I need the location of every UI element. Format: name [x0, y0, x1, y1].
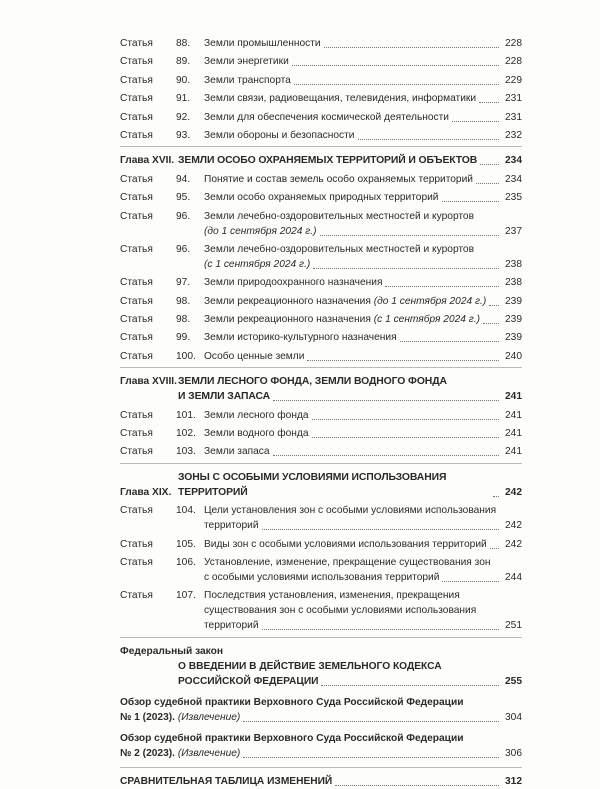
article-title: Земли энергетики [204, 56, 289, 68]
article-entry[interactable] [120, 330, 522, 345]
article-number: 100. [176, 350, 196, 362]
page-number: 240 [505, 350, 522, 362]
article-title: Земли для обеспечения космической деятельности [204, 111, 450, 123]
article-title: Земли рекреационного назначения [204, 314, 371, 326]
article-label: Статья [120, 505, 153, 517]
article-number: 105. [176, 538, 196, 550]
article-entry[interactable] [120, 54, 522, 69]
article-title-line2: (до 1 сентября 2024 г.) [204, 225, 317, 237]
article-group-88-93 [120, 36, 522, 143]
page-number: 242 [505, 520, 522, 532]
page-number: 306 [505, 747, 522, 759]
leader-dots [243, 721, 499, 722]
article-entry[interactable] [120, 73, 522, 88]
article-105-entry[interactable] [120, 537, 522, 552]
page-number: 241 [505, 446, 522, 458]
article-number: 94. [176, 173, 191, 185]
leader-dots [335, 785, 499, 786]
page-number: 244 [505, 571, 522, 583]
article-entry[interactable] [120, 408, 522, 423]
chapter-label: Глава XVII. [120, 155, 175, 167]
leader-dots [312, 437, 499, 438]
leader-dots [490, 548, 499, 549]
article-number: 107. [176, 590, 196, 602]
chapter-18-entry[interactable] [120, 374, 522, 404]
article-entry[interactable] [120, 128, 522, 143]
article-96a-entry[interactable] [120, 209, 522, 239]
leader-dots [313, 268, 499, 269]
article-number: 98. [176, 314, 191, 326]
article-title: Земли природоохранного назначения [204, 277, 383, 289]
leader-dots [358, 139, 500, 140]
article-group-97-100 [120, 275, 522, 364]
article-label: Статья [120, 446, 153, 458]
article-label: Статья [120, 129, 153, 141]
article-entry[interactable] [120, 275, 522, 290]
leader-dots [480, 164, 499, 165]
leader-dots [273, 455, 499, 456]
article-title-line1: Земли лечебно-оздоровительных местностей и курортов [204, 243, 475, 255]
article-number: 95. [176, 192, 191, 204]
page-number: 229 [505, 74, 522, 86]
article-title-line1: Установление, изменение, прекращение существования зон [204, 556, 491, 568]
article-96b-entry[interactable] [120, 242, 522, 272]
page-number: 234 [505, 173, 522, 185]
page-number: 238 [505, 258, 522, 270]
article-title: Земли запаса [204, 446, 270, 458]
leader-dots [483, 323, 499, 324]
article-number: 106. [176, 556, 196, 568]
chapter-19-entry[interactable] [120, 470, 522, 500]
article-label: Статья [120, 243, 153, 255]
review-note: (Извлечение) [177, 747, 241, 759]
leader-dots [476, 183, 499, 184]
article-title-line1: Земли лечебно-оздоровительных местностей и курортов [204, 210, 475, 222]
article-label: Статья [120, 173, 153, 185]
leader-dots [307, 360, 499, 361]
article-number: 103. [176, 446, 196, 458]
page-number: 239 [505, 295, 522, 307]
review-note: (Извлечение) [177, 711, 241, 723]
review-number: № 1 (2023). [120, 711, 175, 723]
article-number: 92. [176, 111, 191, 123]
article-title: Понятие и состав земель особо охраняемых территорий [204, 173, 473, 185]
article-group-101-103 [120, 408, 522, 460]
page-number: 241 [505, 391, 522, 403]
article-title-line2: существования зон с особыми условиями использования [204, 605, 477, 617]
article-title: Земли рекреационного назначения [204, 295, 371, 307]
article-entry[interactable] [120, 294, 522, 309]
article-entry[interactable] [120, 426, 522, 441]
leader-dots [442, 201, 500, 202]
federal-law-heading: Федеральный закон [120, 645, 223, 657]
article-number: 104. [176, 505, 196, 517]
chapter-17-entry[interactable] [120, 153, 522, 168]
article-entry[interactable] [120, 190, 522, 205]
article-label: Статья [120, 314, 153, 326]
article-entry[interactable] [120, 349, 522, 364]
article-title: Земли связи, радиовещания, телевидения, информатики [204, 93, 477, 105]
leader-dots [321, 685, 499, 686]
comparison-title: СРАВНИТЕЛЬНАЯ ТАБЛИЦА ИЗМЕНЕНИЙ [120, 775, 333, 787]
chapter-label: Глава XVIII. [120, 376, 177, 388]
article-title: Земли обороны и безопасности [204, 129, 355, 141]
chapter-title-line1: ЗЕМЛИ ЛЕСНОГО ФОНДА, ЗЕМЛИ ВОДНОГО ФОНДА [178, 376, 447, 388]
article-107-entry[interactable] [120, 588, 522, 633]
page-number: 238 [505, 277, 522, 289]
leader-dots [262, 629, 499, 630]
chapter-title-line2: И ЗЕМЛИ ЗАПАСА [178, 391, 271, 403]
article-number: 89. [176, 56, 191, 68]
chapter-title: ЗОНЫ С ОСОБЫМИ УСЛОВИЯМИ ИСПОЛЬЗОВАНИЯ ТЕРРИТОРИЙ [178, 471, 447, 498]
leader-dots [400, 341, 499, 342]
page-number: 312 [505, 775, 522, 787]
divider [120, 637, 522, 638]
page-number: 232 [505, 129, 522, 141]
article-label: Статья [120, 56, 153, 68]
divider [120, 146, 522, 147]
leader-dots [489, 305, 499, 306]
page-number: 304 [505, 711, 522, 723]
article-entry[interactable] [120, 312, 522, 327]
page-number: 228 [505, 56, 522, 68]
article-label: Статья [120, 295, 153, 307]
article-label: Статья [120, 210, 153, 222]
article-entry[interactable] [120, 91, 522, 106]
leader-dots [320, 235, 500, 236]
article-entry[interactable] [120, 110, 522, 125]
leader-dots [385, 286, 499, 287]
court-review-2-entry[interactable] [120, 731, 522, 761]
page-number: 235 [505, 192, 522, 204]
leader-dots [273, 400, 499, 401]
article-label: Статья [120, 93, 153, 105]
leader-dots [479, 102, 499, 103]
article-title: Особо ценные земли [204, 350, 305, 362]
article-title: Земли транспорта [204, 74, 291, 86]
comparison-table-entry[interactable] [120, 774, 522, 789]
page-number: 228 [505, 38, 522, 49]
article-entry[interactable] [120, 172, 522, 187]
article-label: Статья [120, 590, 153, 602]
page-number: 255 [505, 675, 522, 687]
leader-dots [324, 47, 499, 48]
leader-dots [452, 121, 499, 122]
article-title-line1: Цели установления зон с особыми условиями использования [204, 505, 497, 517]
article-title: Виды зон с особыми условиями использования территорий [204, 538, 487, 550]
article-title: Земли лесного фонда [204, 409, 309, 421]
divider [120, 463, 522, 464]
federal-law-title-line1: О ВВЕДЕНИИ В ДЕЙСТВИЕ ЗЕМЕЛЬНОГО КОДЕКСА [178, 660, 442, 672]
page-number: 242 [505, 486, 522, 498]
article-entry[interactable] [120, 444, 522, 459]
chapter-title: ЗЕМЛИ ОСОБО ОХРАНЯЕМЫХ ТЕРРИТОРИЙ И ОБЪЕКТОВ [178, 155, 478, 167]
review-title-line1: Обзор судебной практики Верховного Суда Российской Федерации [120, 732, 464, 744]
article-title-line2: территорий [204, 520, 259, 532]
leader-dots [312, 419, 499, 420]
review-title-line1: Обзор судебной практики Верховного Суда Российской Федерации [120, 696, 464, 708]
leader-dots [442, 581, 499, 582]
article-title-line3: территорий [204, 620, 259, 632]
divider [120, 767, 522, 768]
federal-law-title-line2: РОССИЙСКОЙ ФЕДЕРАЦИИ [178, 675, 319, 687]
leader-dots [493, 496, 499, 497]
article-number: 97. [176, 277, 191, 289]
article-number: 102. [176, 428, 196, 440]
article-label: Статья [120, 38, 153, 49]
page-number: 231 [505, 93, 522, 105]
article-106-entry[interactable] [120, 555, 522, 585]
article-label: Статья [120, 111, 153, 123]
article-title: Земли особо охраняемых природных территорий [204, 192, 439, 204]
chapter-label: Глава XIX. [120, 486, 172, 498]
article-title: Земли водного фонда [204, 428, 309, 440]
article-note: (с 1 сентября 2024 г.) [373, 314, 481, 326]
table-of-contents [120, 36, 522, 789]
court-review-1-entry[interactable] [120, 695, 522, 725]
page-number: 241 [505, 409, 522, 421]
article-label: Статья [120, 350, 153, 362]
page-number: 231 [505, 111, 522, 123]
article-number: 88. [176, 38, 191, 49]
article-label: Статья [120, 556, 153, 568]
leader-dots [262, 529, 499, 530]
article-number: 99. [176, 332, 191, 344]
article-label: Статья [120, 74, 153, 86]
review-number: № 2 (2023). [120, 747, 175, 759]
page-number: 234 [505, 155, 522, 167]
page-number: 239 [505, 314, 522, 326]
leader-dots [292, 65, 499, 66]
article-number: 98. [176, 295, 191, 307]
article-label: Статья [120, 428, 153, 440]
divider [120, 367, 522, 368]
page-number: 251 [505, 620, 522, 632]
page-number: 237 [505, 225, 522, 237]
article-number: 93. [176, 129, 191, 141]
article-label: Статья [120, 332, 153, 344]
page-number: 241 [505, 428, 522, 440]
article-title-line2: с особыми условиями использования территорий [204, 571, 440, 583]
article-label: Статья [120, 409, 153, 421]
article-number: 91. [176, 93, 191, 105]
page-number: 239 [505, 332, 522, 344]
article-title: Земли промышленности [204, 38, 321, 49]
article-number: 101. [176, 409, 196, 421]
page-number: 242 [505, 538, 522, 550]
article-number: 90. [176, 74, 191, 86]
article-label: Статья [120, 538, 153, 550]
article-note: (до 1 сентября 2024 г.) [373, 295, 487, 307]
article-entry[interactable] [120, 36, 522, 51]
leader-dots [294, 84, 499, 85]
article-label: Статья [120, 277, 153, 289]
article-104-entry[interactable] [120, 503, 522, 533]
article-number: 96. [176, 243, 191, 255]
leader-dots [243, 757, 499, 758]
article-label: Статья [120, 192, 153, 204]
article-title: Земли историко-культурного назначения [204, 332, 397, 344]
article-group-94-95 [120, 172, 522, 205]
article-number: 96. [176, 210, 191, 222]
federal-law-entry[interactable] [120, 644, 522, 689]
article-title-line2: (с 1 сентября 2024 г.) [204, 258, 311, 270]
article-title-line1: Последствия установления, изменения, прекращения [204, 590, 460, 602]
